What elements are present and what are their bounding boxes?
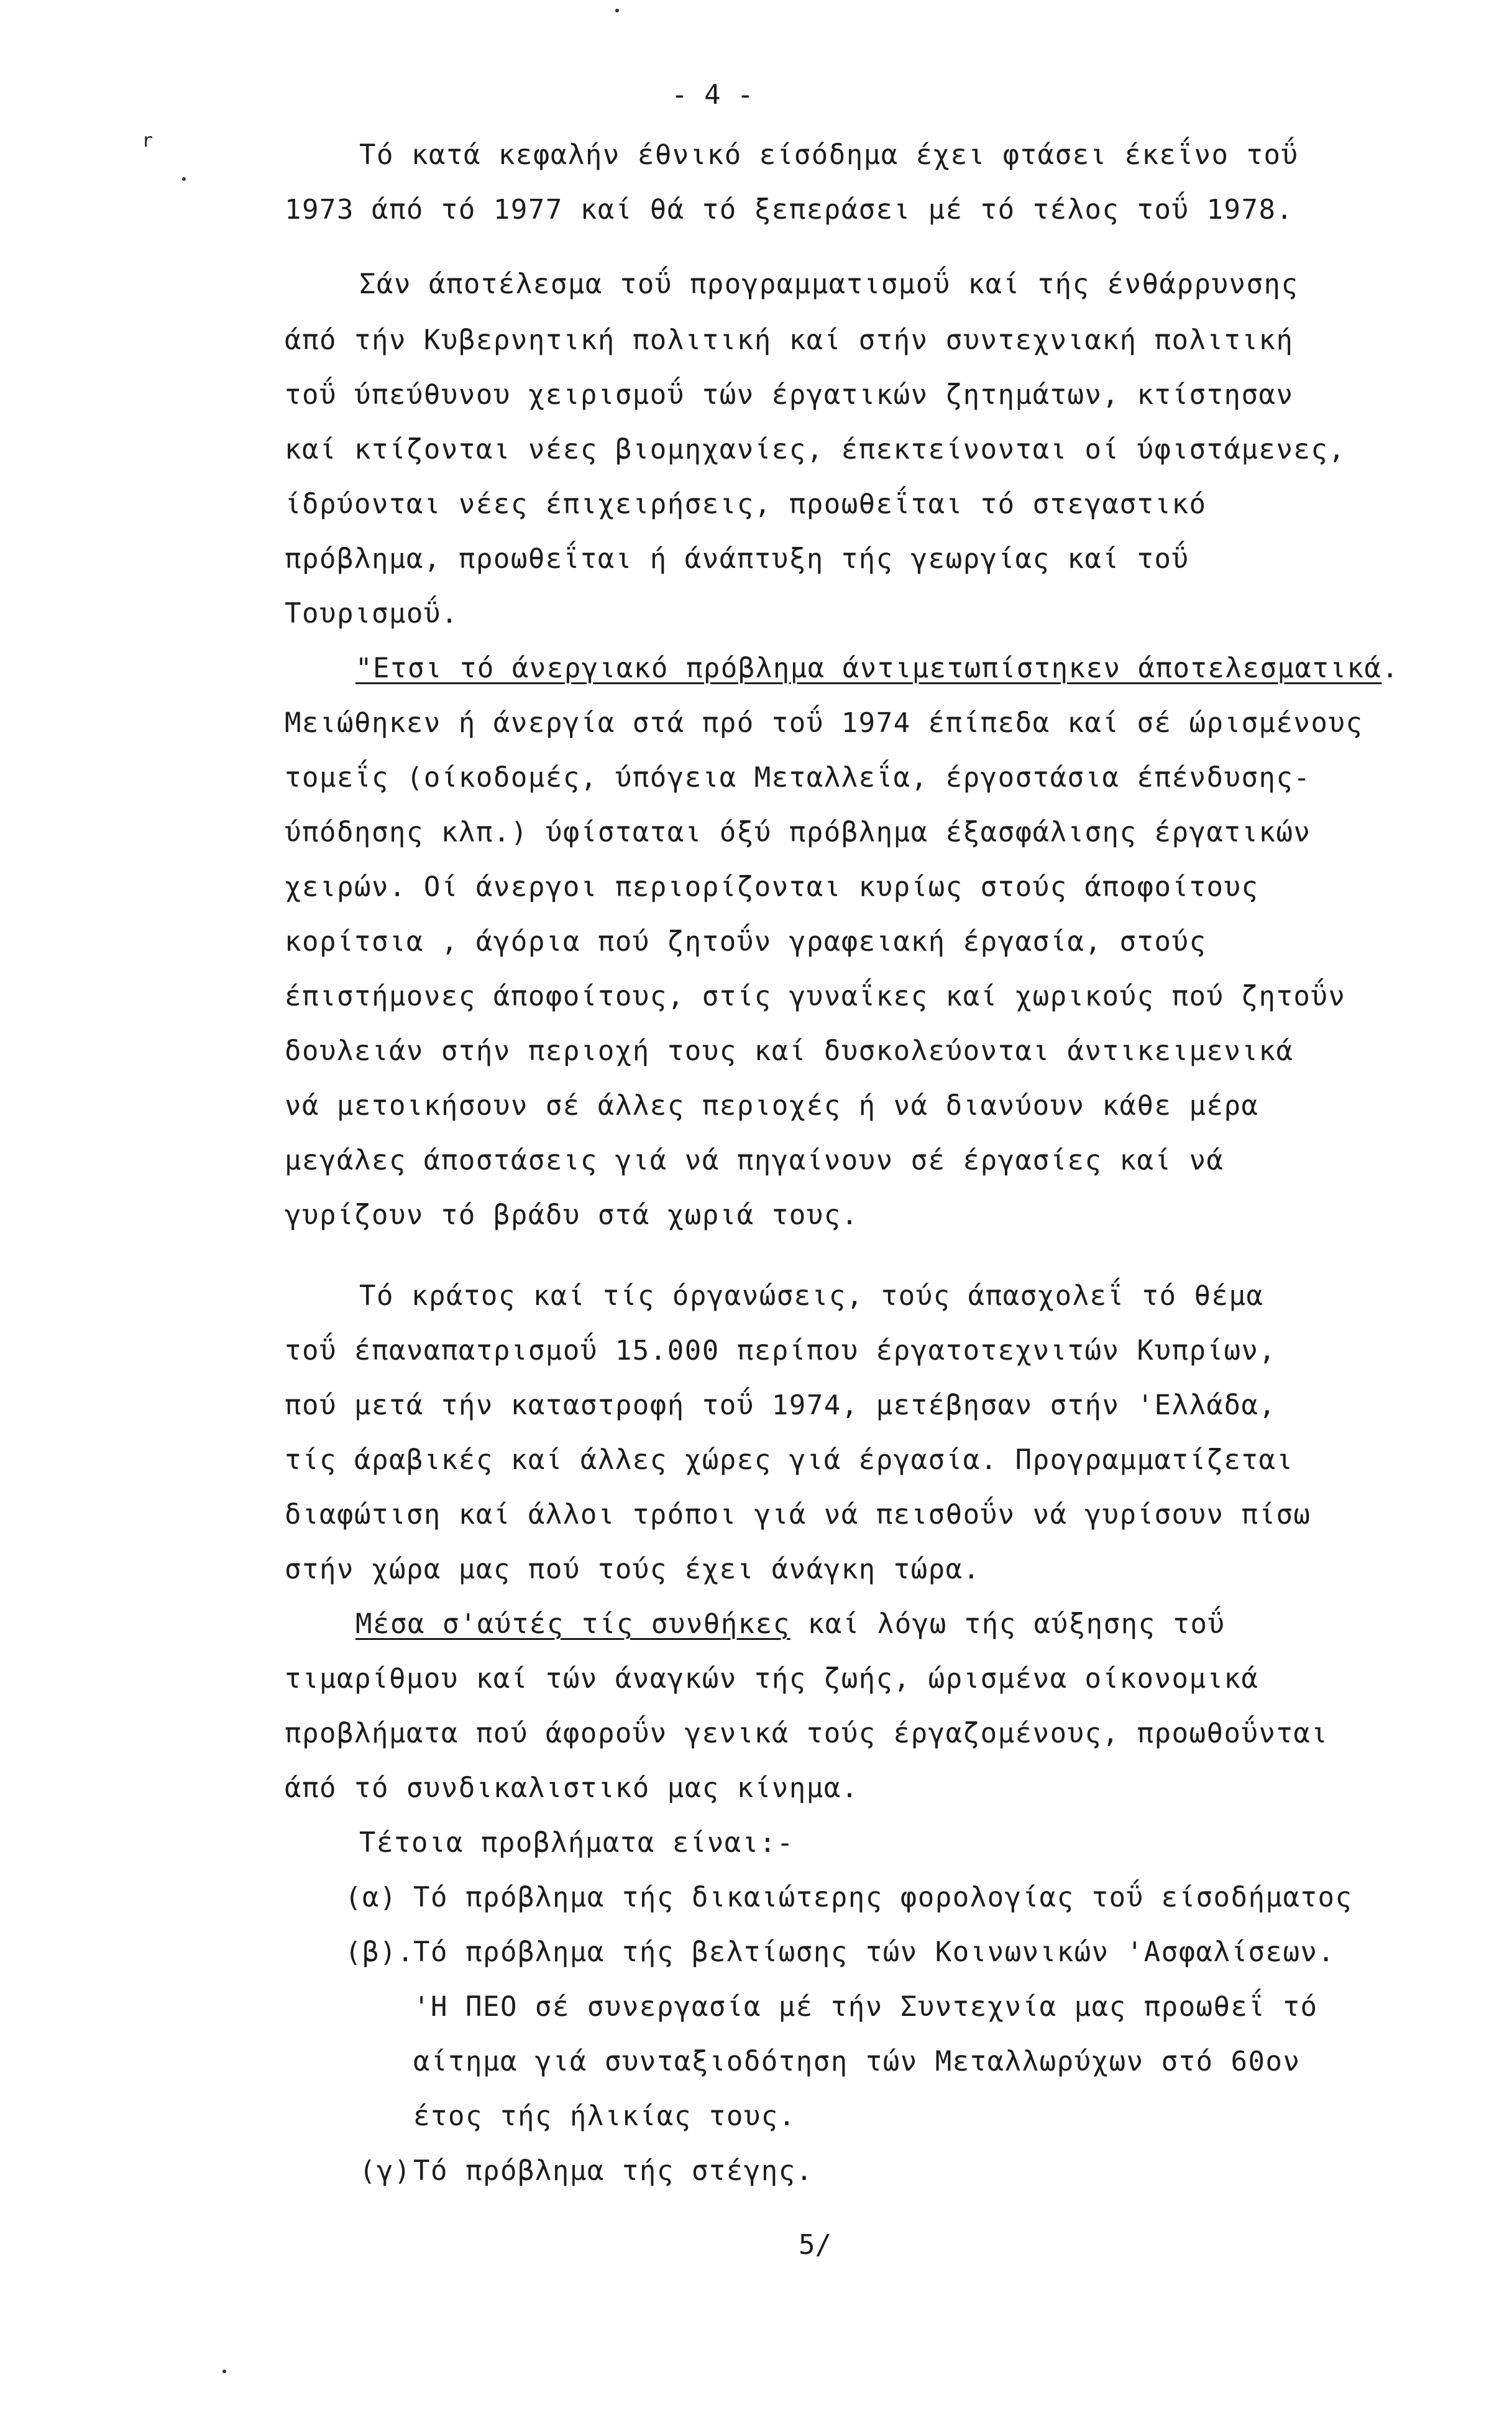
continuation-marker: 5/	[799, 2229, 832, 2261]
margin-mark: r	[142, 130, 153, 152]
list-intro: Τέτοια προβλήματα είναι:-	[359, 1827, 794, 1859]
paragraph-1-line-1: Τό κατά κεφαλήν έθνικό είσόδημα έχει φτάσει έκεΐνο τοΰ	[359, 139, 1299, 171]
paragraph-4-line-2: τοΰ έπαναπατρισμοΰ 15.000 περίπου έργατοτεχνιτών Κυπρίων,	[285, 1335, 1276, 1367]
list-item-c-line-1: Τό πρόβλημα τής στέγης.	[413, 2155, 813, 2187]
paragraph-4-line-4: τίς άραβικές καί άλλες χώρες γιά έργασία. Προγραμματίζεται	[285, 1444, 1294, 1476]
scan-speck	[615, 9, 619, 12]
paragraph-4-line-5: διαφώτιση καί άλλοι τρόποι γιά νά πεισθοΰν νά γυρίσουν πίσω	[285, 1499, 1311, 1531]
paragraph-2-line-4: καί κτίζονται νέες βιομηχανίες, έπεκτείνονται οί ύφιστάμενες,	[285, 434, 1346, 465]
paragraph-4-line-3: πού μετά τήν καταστροφή τοΰ 1974, μετέβησαν στήν 'Ελλάδα,	[285, 1390, 1276, 1421]
paragraph-5-line-1: τιμαρίθμου καί τών άναγκών τής ζωής, ώρισμένα οίκονομικά	[285, 1663, 1259, 1695]
underlined-phrase: "Ετσι τό άνεργιακό πρόβλημα άντιμετωπίστηκεν άποτελεσματικά	[355, 652, 1382, 684]
list-item-a-line-1: Τό πρόβλημα τής δικαιώτερης φορολογίας τοΰ είσοδήματος	[413, 1882, 1353, 1913]
paragraph-3-line-5: κορίτσια , άγόρια πού ζητοΰν γραφειακή έργασία, στούς	[285, 926, 1207, 958]
paragraph-1-line-2: 1973 άπό τό 1977 καί θά τό ξεπεράσει μέ τό τέλος τοΰ 1978.	[285, 194, 1294, 226]
paragraph-3-line-2: τομεΐς (οίκοδομές, ύπόγεια Μεταλλεΐα, έργοστάσια έπένδυσης-	[285, 762, 1311, 794]
lead-tail: καί λόγω τής αύξησης τοΰ	[790, 1608, 1226, 1640]
paragraph-2-line-1: Σάν άποτέλεσμα τοΰ προγραμματισμοΰ καί τής ένθάρρυνσης	[359, 268, 1299, 300]
paragraph-2-line-3: τοΰ ύπεύθυνου χειρισμοΰ τών έργατικών ζητημάτων, κτίστησαν	[285, 379, 1294, 411]
paragraph-5-line-3: άπό τό συνδικαλιστικό μας κίνημα.	[285, 1772, 859, 1804]
underlined-phrase: Μέσα σ'αύτές τίς συνθήκες	[355, 1608, 790, 1640]
list-item-b-line-2: 'Η ΠΕΟ σέ συνεργασία μέ τήν Συντεχνία μας προωθεΐ τό	[413, 1991, 1318, 2023]
list-item-b-line-3: αίτημα γιά συνταξιοδότηση τών Μεταλλωρύχων στό 60ον	[413, 2046, 1301, 2077]
scan-speck	[182, 177, 186, 181]
list-item-a-marker: (α)	[345, 1882, 397, 1913]
paragraph-2-line-7: Τουρισμοΰ.	[285, 598, 459, 630]
paragraph-3-line-9: μεγάλες άποστάσεις γιά νά πηγαίνουν σέ έργασίες καί νά	[285, 1145, 1224, 1176]
paragraph-5-lead	[355, 1607, 1226, 1642]
paragraph-3-line-6: έπιστήμονες άποφοίτους, στίς γυναΐκες καί χωρικούς πού ζητοΰν	[285, 981, 1346, 1012]
paragraph-3-line-8: νά μετοικήσουν σέ άλλες περιοχές ή νά διανύουν κάθε μέρα	[285, 1090, 1259, 1122]
paragraph-3-lead	[355, 651, 1399, 686]
paragraph-2-line-5: ίδρύονται νέες έπιχειρήσεις, προωθεΐται τό στεγαστικό	[285, 488, 1207, 520]
paragraph-3-line-7: δουλειάν στήν περιοχή τους καί δυσκολεύονται άντικειμενικά	[285, 1035, 1294, 1067]
paragraph-4-line-6: στήν χώρα μας πού τούς έχει άνάγκη τώρα.	[285, 1554, 981, 1585]
paragraph-3-line-4: χειρών. Οί άνεργοι περιορίζονται κυρίως στούς άποφοίτους	[285, 871, 1259, 903]
scan-speck	[222, 2370, 226, 2373]
paragraph-4-line-1: Τό κράτος καί τίς όργανώσεις, τούς άπασχολεΐ τό θέμα	[359, 1280, 1264, 1312]
paragraph-2-line-6: πρόβλημα, προωθεΐται ή άνάπτυξη τής γεωργίας καί τοΰ	[285, 543, 1189, 575]
list-item-b-line-1: Τό πρόβλημα τής βελτίωσης τών Κοινωνικών 'Ασφαλίσεων.	[413, 1936, 1336, 1968]
paragraph-3-line-3: ύπόδησης κλπ.) ύφίσταται όξύ πρόβλημα έξασφάλισης έργατικών	[285, 817, 1311, 848]
paragraph-3-line-1: Μειώθηκεν ή άνεργία στά πρό τοΰ 1974 έπίπεδα καί σέ ώρισμένους	[285, 707, 1363, 739]
list-item-c-marker: (γ)	[359, 2155, 411, 2187]
paragraph-2-line-2: άπό τήν Κυβερνητική πολιτική καί στήν συντεχνιακή πολιτική	[285, 324, 1294, 356]
paragraph-3-line-10: γυρίζουν τό βράδυ στά χωριά τους.	[285, 1199, 859, 1231]
paragraph-5-line-2: προβλήματα πού άφοροΰν γενικά τούς έργαζομένους, προωθοΰνται	[285, 1718, 1329, 1749]
list-item-b-line-4: έτος τής ήλικίας τους.	[413, 2100, 796, 2132]
list-item-b-marker: (β).	[345, 1936, 415, 1968]
lead-tail: .	[1381, 652, 1400, 684]
page-number: - 4 -	[671, 79, 754, 111]
